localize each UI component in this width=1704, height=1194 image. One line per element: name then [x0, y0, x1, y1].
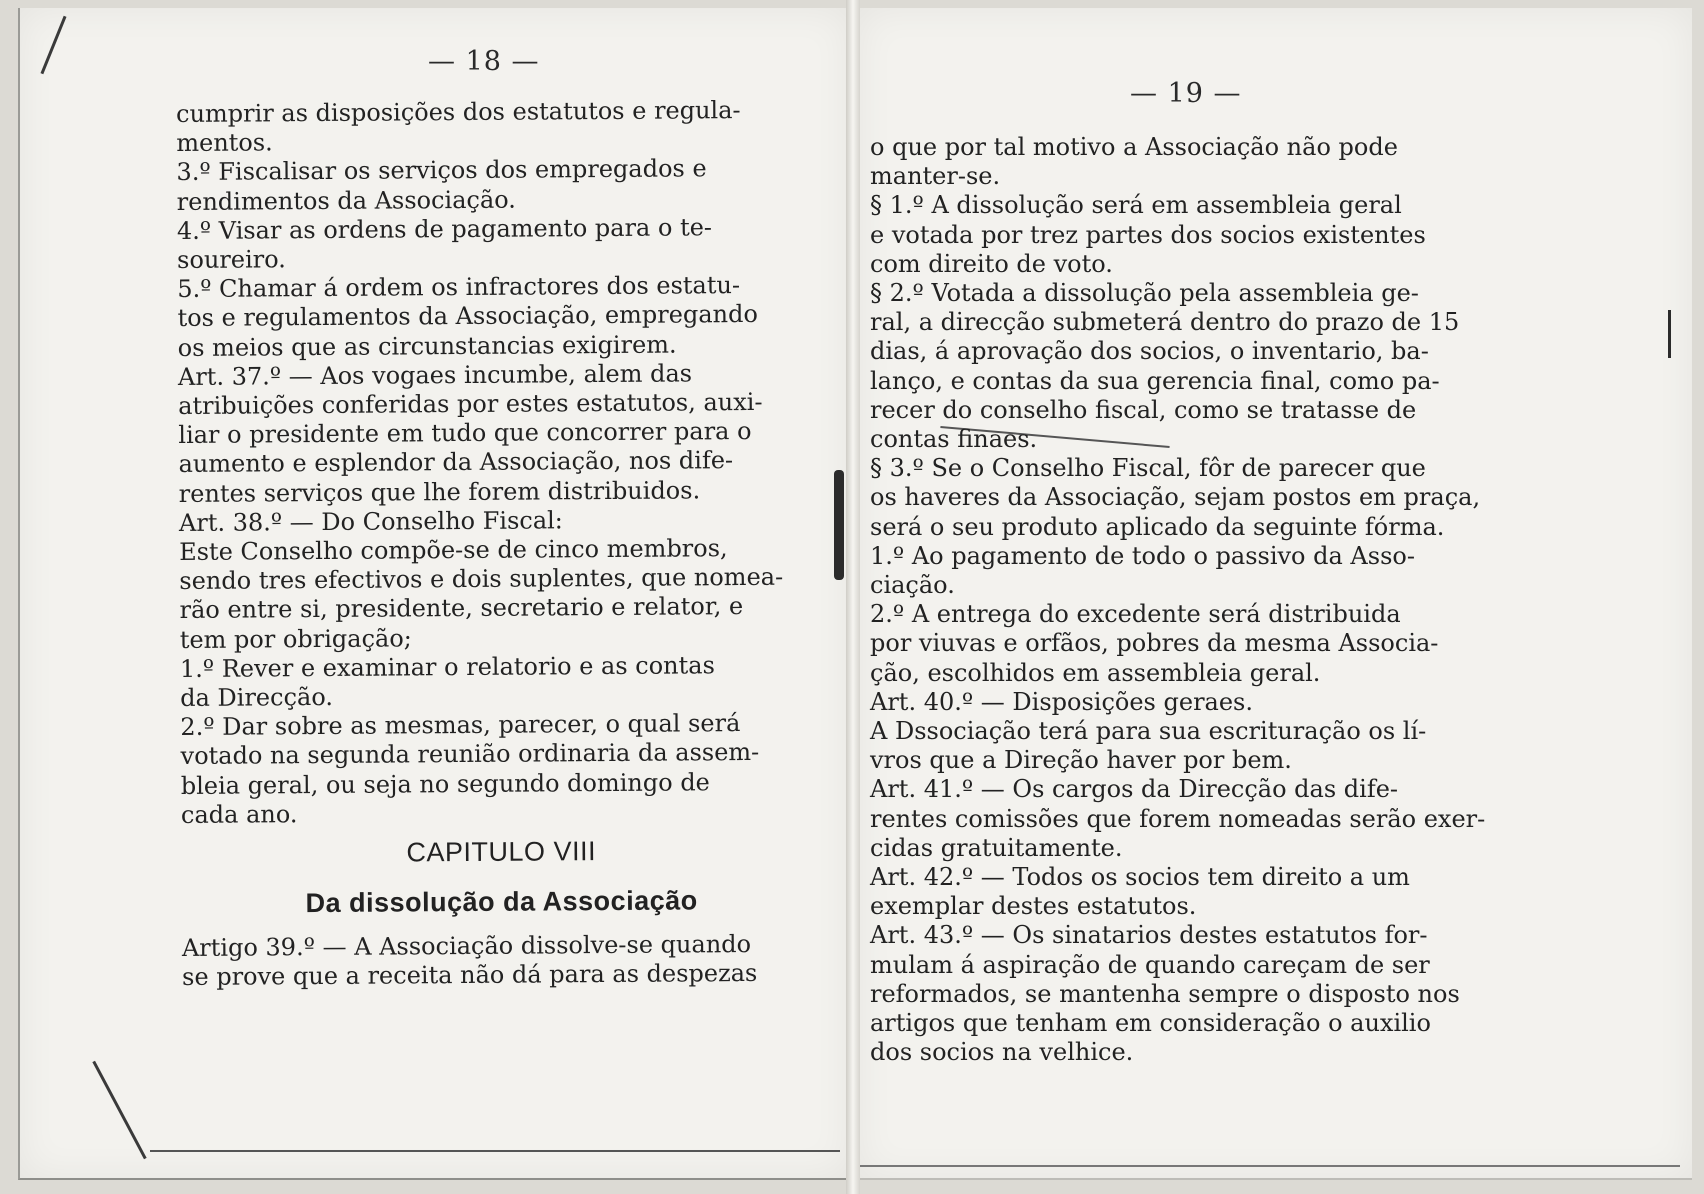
- text-line: rão entre si, presidente, secretario e relator, e: [179, 592, 744, 625]
- text-line: dias, á aprovação dos socios, o inventario, ba-: [870, 337, 1429, 366]
- chapter-subtitle: Da dissolução da Associação: [305, 885, 698, 919]
- text-line: artigos que tenham em consideração o auxilio: [870, 1009, 1431, 1038]
- text-line: por viuvas e orfãos, pobres da mesma Associa-: [870, 629, 1439, 658]
- text-line: § 2.º Votada a dissolução pela assembleia ge-: [870, 279, 1419, 308]
- text-line: recer do conselho fiscal, como se tratasse de: [870, 395, 1417, 424]
- page-number-right: — 19 —: [1130, 78, 1242, 109]
- text-line: manter-se.: [870, 162, 1001, 191]
- text-line: 1.º Rever e examinar o relatorio e as contas: [179, 651, 715, 683]
- text-line: rentes serviços que lhe forem distribuidos.: [178, 475, 701, 508]
- text-line: rentes comissões que forem nomeadas serão exer-: [870, 804, 1486, 833]
- text-line: bleia geral, ou seja no segundo domingo de: [180, 767, 710, 800]
- text-line: da Direcção.: [180, 682, 334, 713]
- text-line: dos socios na velhice.: [870, 1038, 1134, 1067]
- text-line: rendimentos da Associação.: [176, 185, 516, 216]
- text-line: contas finaes.: [870, 425, 1038, 454]
- bottom-edge-line: [150, 1150, 840, 1152]
- text-line: atribuições conferidas por estes estatutos, auxi-: [178, 387, 763, 421]
- text-line: Este Conselho compõe-se de cinco membros,: [179, 534, 728, 567]
- text-line: Art. 37.º — Aos vogaes incumbe, alem das: [177, 359, 693, 391]
- text-line: 4.º Visar as ordens de pagamento para o te-: [176, 213, 713, 245]
- text-line: Art. 43.º — Os sinatarios destes estatutos for-: [870, 921, 1428, 950]
- page-number-left: — 18 —: [428, 46, 540, 77]
- text-line: se prove que a receita não dá para as despezas: [182, 959, 758, 992]
- text-line: 5.º Chamar á ordem os infractores dos estatu-: [177, 271, 741, 304]
- text-line: reformados, se mantenha sempre o disposto nos: [870, 979, 1460, 1008]
- text-line: cada ano.: [180, 800, 298, 829]
- text-line: soureiro.: [177, 245, 286, 275]
- text-line: e votada por trez partes dos socios existentes: [870, 220, 1426, 249]
- text-line: será o seu produto aplicado da seguinte fórma.: [870, 512, 1445, 541]
- text-line: ral, a direcção submeterá dentro do prazo de 15: [870, 308, 1460, 337]
- margin-pen-mark: [1668, 310, 1671, 358]
- text-line: § 3.º Se o Conselho Fiscal, fôr de parecer que: [870, 454, 1426, 483]
- text-line: aumento e esplendor da Associação, nos dife-: [178, 446, 734, 479]
- text-line: com direito de voto.: [870, 249, 1113, 278]
- text-line: os haveres da Associação, sejam postos em praça,: [870, 483, 1481, 512]
- text-line: Art. 42.º — Todos os socios tem direito a um: [870, 863, 1410, 892]
- text-line: Art. 40.º — Disposições geraes.: [870, 687, 1253, 716]
- text-line: os meios que as circunstancias exigirem.: [177, 330, 677, 362]
- text-line: cumprir as disposições dos estatutos e regula-: [176, 96, 741, 128]
- text-line: vros que a Direção haver por bem.: [870, 746, 1292, 775]
- binding-ink-mark: [834, 470, 844, 580]
- text-line: votado na segunda reunião ordinaria da assem-: [180, 738, 760, 771]
- text-line: exemplar destes estatutos.: [870, 892, 1197, 921]
- text-line: Art. 41.º — Os cargos da Direcção das dife-: [870, 775, 1399, 804]
- text-line: lanço, e contas da sua gerencia final, como pa-: [870, 366, 1440, 395]
- text-line: tos e regulamentos da Associação, empregando: [177, 300, 758, 333]
- text-line: 3.º Fiscalisar os serviços dos empregados e: [176, 154, 707, 187]
- text-line: mulam á aspiração de quando careçam de ser: [870, 950, 1430, 979]
- text-line: Art. 38.º — Do Conselho Fiscal:: [178, 506, 563, 537]
- text-line: mentos.: [176, 128, 273, 158]
- text-line: 2.º Dar sobre as mesmas, parecer, o qual será: [180, 709, 741, 742]
- text-line: ciação.: [870, 571, 955, 600]
- text-line: § 1.º A dissolução será em assembleia geral: [870, 191, 1402, 220]
- text-line: 1.º Ao pagamento de todo o passivo da Asso-: [870, 541, 1415, 570]
- text-line: liar o presidente em tudo que concorrer para o: [178, 417, 752, 450]
- book-gutter: [846, 0, 860, 1194]
- text-line: sendo tres efectivos e dois suplentes, que nomea-: [179, 563, 784, 596]
- right-page-text: [870, 133, 1500, 1068]
- text-line: tem por obrigação;: [179, 624, 412, 654]
- left-page-text: [176, 96, 822, 993]
- text-line: o que por tal motivo a Associação não pode: [870, 133, 1398, 161]
- text-line: A Dssociação terá para sua escrituração os lí-: [870, 717, 1427, 746]
- text-line: Artigo 39.º — A Associação dissolve-se quando: [181, 930, 752, 963]
- text-line: cidas gratuitamente.: [870, 833, 1123, 862]
- text-line: 2.º A entrega do excedente será distribuida: [870, 600, 1401, 629]
- chapter-title: CAPITULO VIII: [406, 836, 597, 868]
- text-line: ção, escolhidos em assembleia geral.: [870, 658, 1321, 687]
- right-bottom-edge-line: [860, 1165, 1680, 1167]
